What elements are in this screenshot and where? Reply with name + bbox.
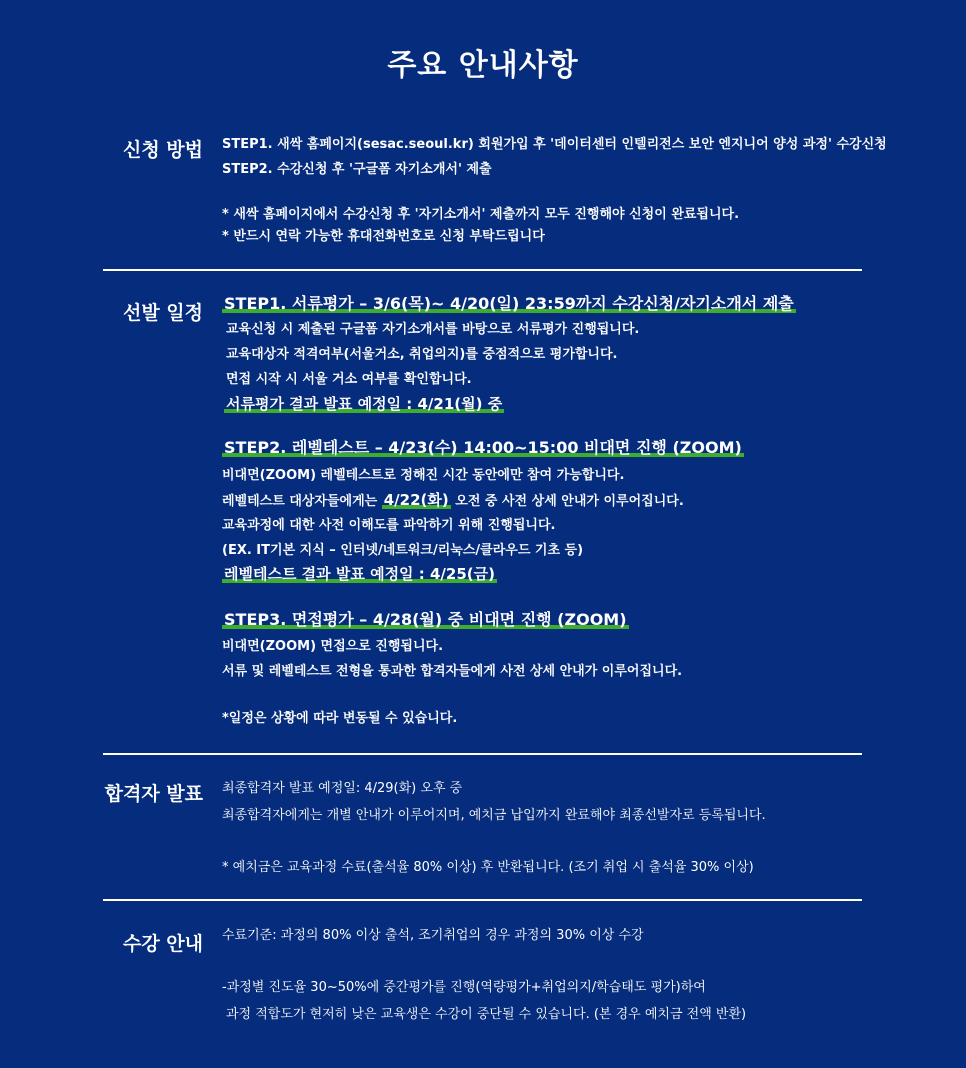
step2-line-date — [222, 491, 684, 511]
section-label-course: 수강 안내 — [122, 933, 203, 955]
application-step1: STEP1. 새싹 홈페이지(sesac.seoul.kr) 회원가입 후 '데이터센터 인텔리전스 보안 엔지니어 양성 과정' 수강신청 — [222, 137, 887, 152]
step3-heading: STEP3. 면접평가 – 4/28(월) 중 비대면 진행 (ZOOM) — [224, 610, 627, 629]
announcement-line: 최종합격자에게는 개별 안내가 이루어지며, 예치금 납입까지 완료해야 최종선발자로 등록됩니다. — [222, 808, 766, 823]
section-divider — [103, 899, 862, 901]
step2-line2-highlight: 4/22(화) — [383, 491, 449, 509]
step2-line2-pre: 레벨테스트 대상자들에게는 — [222, 494, 382, 509]
course-line: -과정별 진도율 30~50%에 중간평가를 진행(역량평가+취업의지/학습태도 평가)하여 — [222, 980, 706, 995]
step1-heading: STEP1. 서류평가 – 3/6(목)~ 4/20(일) 23:59까지 수강신청/자기소개서 제출 — [224, 294, 794, 313]
step1-line: 교육대상자 적격여부(서울거소, 취업의지)를 중점적으로 평가합니다. — [226, 347, 618, 362]
step2-line: 교육과정에 대한 사전 이해도를 파악하기 위해 진행됩니다. — [222, 518, 556, 533]
step1-line: 면접 시작 시 서울 거소 여부를 확인합니다. — [226, 372, 472, 387]
section-label-selection: 선발 일정 — [122, 302, 203, 324]
section-divider — [103, 269, 862, 271]
step2-line: 비대면(ZOOM) 레벨테스트로 정해진 시간 동안에만 참여 가능합니다. — [222, 468, 625, 483]
step3-line: 비대면(ZOOM) 면접으로 진행됩니다. — [222, 639, 444, 654]
step3-line: 서류 및 레벨테스트 전형을 통과한 합격자들에게 사전 상세 안내가 이루어집니다. — [222, 664, 683, 679]
step2-heading: STEP2. 레벨테스트 – 4/23(수) 14:00~15:00 비대면 진행 (ZOOM) — [224, 438, 742, 457]
section-divider — [103, 753, 862, 755]
course-line: 과정 적합도가 현저히 낮은 교육생은 수강이 중단될 수 있습니다. (본 경우 예치금 전액 반환) — [226, 1007, 747, 1022]
section-label-announcement: 합격자 발표 — [104, 783, 203, 805]
page-title: 주요 안내사항 — [387, 48, 579, 83]
application-note-1: * 새싹 홈페이지에서 수강신청 후 '자기소개서' 제출까지 모두 진행해야 신청이 완료됩니다. — [222, 207, 740, 222]
course-line: 수료기준: 과정의 80% 이상 출석, 조기취업의 경우 과정의 30% 이상 수강 — [222, 928, 644, 943]
application-step2: STEP2. 수강신청 후 '구글폼 자기소개서' 제출 — [222, 162, 492, 177]
schedule-note: *일정은 상황에 따라 변동될 수 있습니다. — [222, 711, 458, 726]
announcement-line: 최종합격자 발표 예정일: 4/29(화) 오후 중 — [222, 781, 463, 796]
step1-result: 서류평가 결과 발표 예정일 : 4/21(월) 중 — [226, 395, 503, 413]
step1-line: 교육신청 시 제출된 구글폼 자기소개서를 바탕으로 서류평가 진행됩니다. — [226, 322, 640, 337]
section-label-application: 신청 방법 — [122, 139, 203, 161]
step2-line: (EX. IT기본 지식 – 인터넷/네트워크/리눅스/클라우드 기초 등) — [222, 543, 584, 558]
step2-line2-post: 오전 중 사전 상세 안내가 이루어집니다. — [450, 494, 684, 509]
step2-result: 레벨테스트 결과 발표 예정일 : 4/25(금) — [224, 565, 495, 583]
announcement-note: * 예치금은 교육과정 수료(출석율 80% 이상) 후 반환됩니다. (조기 취업 시 출석율 30% 이상) — [222, 860, 754, 875]
application-note-2: * 반드시 연락 가능한 휴대전화번호로 신청 부탁드립니다 — [222, 229, 545, 244]
